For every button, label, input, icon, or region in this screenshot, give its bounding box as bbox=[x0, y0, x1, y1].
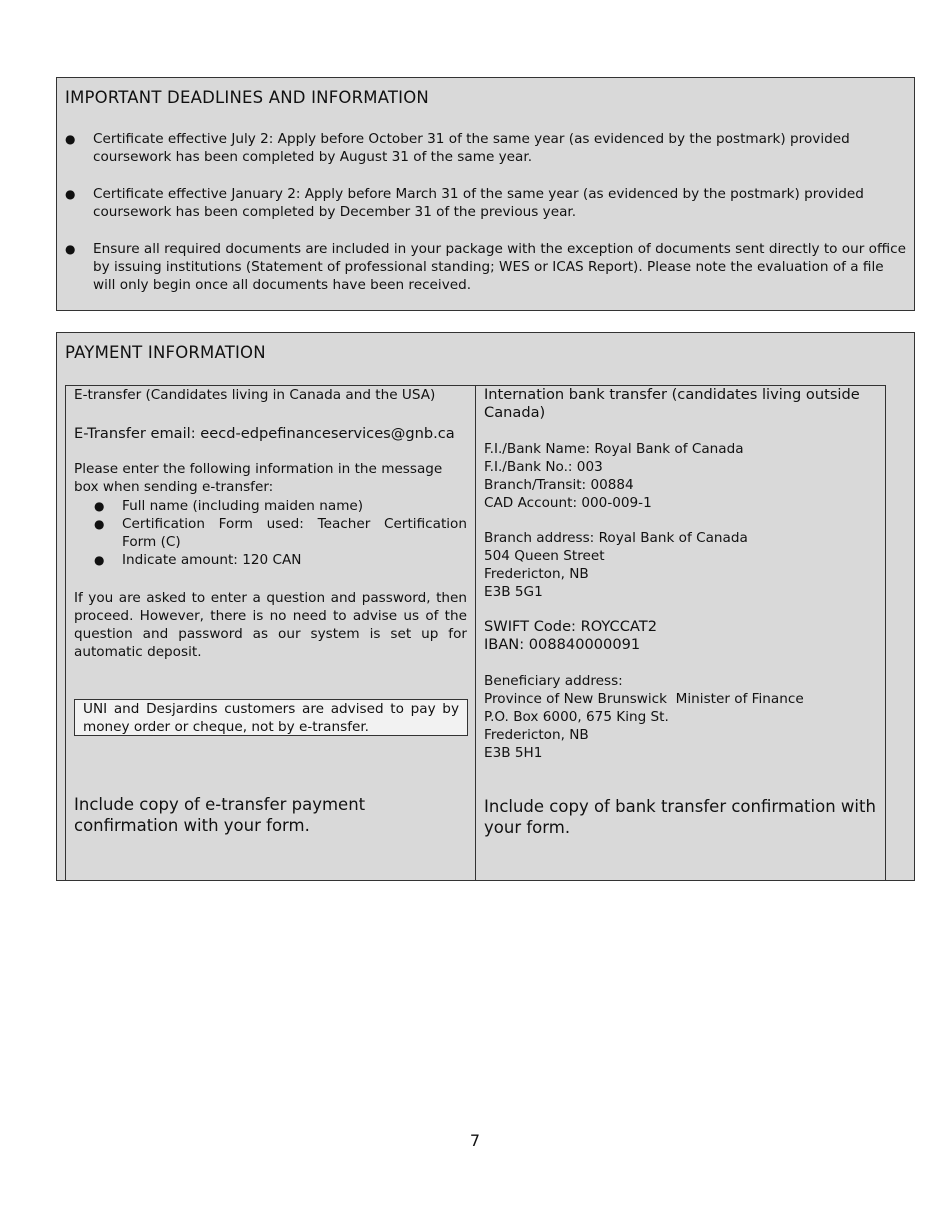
bullet-icon: ● bbox=[94, 499, 105, 513]
bank-transfer-column bbox=[475, 385, 886, 881]
branch-postal: E3B 5G1 bbox=[484, 584, 543, 600]
bank-account: CAD Account: 000-009-1 bbox=[484, 495, 652, 511]
list-item bbox=[66, 497, 467, 515]
beneficiary-city: Fredericton, NB bbox=[484, 727, 589, 743]
beneficiary-postal: E3B 5H1 bbox=[484, 745, 543, 761]
bank-number: F.I./Bank No.: 003 bbox=[484, 459, 603, 475]
bullet-text: Indicate amount: 120 CAN bbox=[122, 552, 302, 568]
etransfer-column bbox=[65, 385, 476, 881]
deadlines-title: IMPORTANT DEADLINES AND INFORMATION bbox=[65, 88, 429, 107]
bank-details bbox=[484, 440, 877, 512]
beneficiary-label: Beneficiary address: bbox=[484, 673, 623, 689]
list-item bbox=[57, 185, 907, 221]
etransfer-include-note: Include copy of e-transfer payment confirmation with your form. bbox=[74, 795, 366, 835]
beneficiary-box: P.O. Box 6000, 675 King St. bbox=[484, 709, 669, 725]
etransfer-heading: E-transfer (Candidates living in Canada and the USA) bbox=[74, 387, 436, 403]
deadline-text: Ensure all required documents are included in your package with the exception of documents sent directly to our office by issuing institutions (Statement of professional standing; WES or ICAS Report). Please note the evaluation of a file will only begin once all documents have been received. bbox=[93, 241, 906, 293]
etransfer-question-note: If you are asked to enter a question and password, then proceed. However, there is no need to advise us of the question and password as our system is set up for automatic deposit. bbox=[74, 590, 467, 660]
etransfer-email: E-Transfer email: eecd-edpefinanceservices@gnb.ca bbox=[74, 425, 455, 442]
bank-heading: Internation bank transfer (candidates living outside Canada) bbox=[484, 386, 860, 421]
branch-address bbox=[484, 529, 877, 601]
branch-city: Fredericton, NB bbox=[484, 566, 589, 582]
deadlines-list bbox=[57, 130, 907, 313]
bullet-text: Full name (including maiden name) bbox=[122, 498, 364, 514]
beneficiary-address bbox=[484, 672, 877, 762]
bullet-icon: ● bbox=[65, 132, 76, 146]
bank-transit: Branch/Transit: 00884 bbox=[484, 477, 634, 493]
swift-iban bbox=[484, 618, 877, 654]
deadline-text: Certificate effective January 2: Apply before March 31 of the same year (as evidenced by the postmark) provided coursework has been completed by December 31 of the previous year. bbox=[93, 186, 864, 220]
beneficiary-name: Province of New Brunswick Minister of Finance bbox=[484, 691, 804, 707]
bullet-icon: ● bbox=[94, 553, 105, 567]
bullet-icon: ● bbox=[94, 517, 105, 531]
bullet-icon: ● bbox=[65, 187, 76, 201]
branch-address-label: Branch address: Royal Bank of Canada bbox=[484, 530, 748, 546]
list-item bbox=[66, 551, 467, 569]
deadlines-section bbox=[56, 77, 915, 311]
payment-section bbox=[56, 332, 915, 881]
etransfer-instructions: Please enter the following information in the message box when sending e-transfer: bbox=[74, 461, 443, 495]
list-item bbox=[66, 515, 467, 551]
bullet-icon: ● bbox=[65, 242, 76, 256]
branch-street: 504 Queen Street bbox=[484, 548, 605, 564]
payment-title: PAYMENT INFORMATION bbox=[65, 343, 266, 362]
etransfer-notice: UNI and Desjardins customers are advised to pay by money order or cheque, not by e-transfer. bbox=[74, 699, 468, 736]
bullet-text: Certification Form used: Teacher Certification Form (C) bbox=[122, 516, 467, 550]
page-number: 7 bbox=[469, 1131, 481, 1150]
list-item bbox=[57, 240, 907, 294]
deadline-text: Certificate effective July 2: Apply before October 31 of the same year (as evidenced by the postmark) provided coursework has been completed by August 31 of the same year. bbox=[93, 131, 850, 165]
etransfer-bullets bbox=[66, 497, 467, 569]
swift-code: SWIFT Code: ROYCCAT2 bbox=[484, 618, 657, 635]
bank-name: F.I./Bank Name: Royal Bank of Canada bbox=[484, 441, 744, 457]
list-item bbox=[57, 130, 907, 166]
iban: IBAN: 008840000091 bbox=[484, 636, 641, 653]
bank-include-note: Include copy of bank transfer confirmation with your form. bbox=[484, 797, 876, 837]
